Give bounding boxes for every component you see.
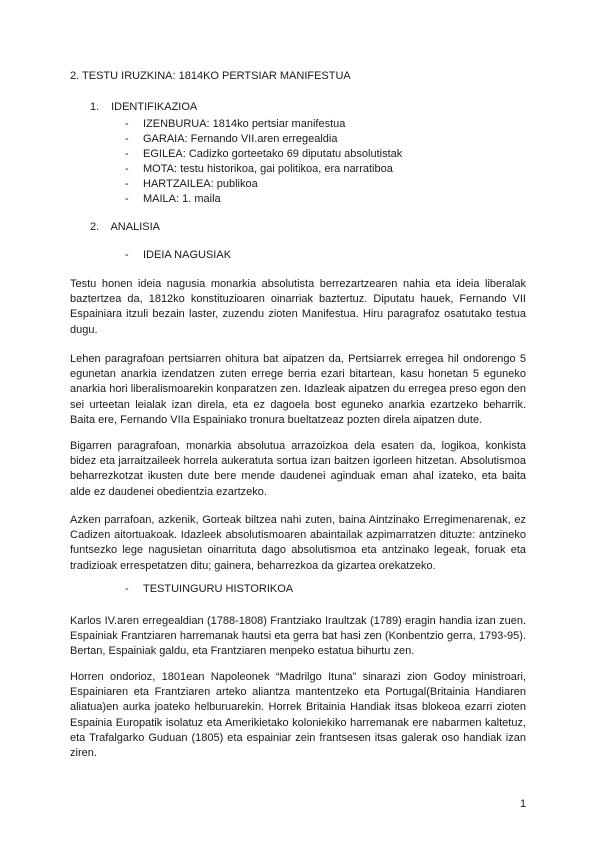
list-item: - IZENBURUA: 1814ko pertsiar manifestua — [125, 118, 346, 130]
list-item: - EGILEA: Cadizko gorteetako 69 diputatu absolutistak — [125, 148, 403, 160]
paragraph-main-idea: Testu honen ideia nagusia monarkia absolutista berrezartzearen nahia eta ideia liberalak baztertzea da, 1812ko konstituzioaren oinarriak baztertuz. Diputatu hauek, Fernando VII Espainiara itzuli bezain laster, zuzendu zioten Manifestua. Hiru paragrafoz osatutako testua dugu. — [70, 278, 526, 336]
paragraph-first: Lehen paragrafoan pertsiarren ohitura bat aipatzen da, Pertsiarrek erregea hil ondorengo 5 egunetan anarkia izendatzen zuten errege berria ezari bitartean, kasu honetan 5 eguneko anarkia hori liberalismoarekin konparatzen zen. Idazleak aipatzen du erregea preso egon den sei urteetan leialak izan direla, eta ez dagoela bost eguneko anarkia ezartzeko beharrik. Baita ere, Fernando VIIa Espainiako tronura bueltatzeaz pozten direla aipatzen dute. — [70, 353, 526, 426]
list-item: - MOTA: testu historikoa, gai politikoa, era narratiboa — [125, 163, 393, 175]
section-number: 1. — [90, 101, 100, 113]
identification-list — [125, 117, 402, 207]
paragraph-third: Azken parrafoan, azkenik, Gorteak biltzea nahi zuten, baina Aintzinako Erregimenarenak, ez Cadizen aitortuakoak. Idazleek absolutismoaren abaintailak azpimarratzen dituzte: antzineko funtsezko lege nagusietan oinarrituta dago absolutismoa eta antzinako legeak, foruak eta tradizioak errespetatzen ditu; gainera, beharrezkoa da gizartea orekatzeko. — [70, 514, 526, 572]
section-number: 2. — [90, 221, 100, 233]
paragraph-second: Bigarren paragrafoan, monarkia absolutua arrazoizkoa dela esaten da, logikoa, konkista bidez eta jarraitzaileek horrela aukeratuta sortua izan baitzen igorleen hitzetan. Absolutismoa beharrezkotzat ikusten dute bere mende daudenei aginduak eman ahal izateko, eta baita alde ez daudenei obedientzia ezartzeko. — [70, 440, 526, 498]
section-heading-identifikazioa — [90, 101, 197, 113]
subsection-heading-testuinguru: - TESTUINGURU HISTORIKOA — [125, 583, 294, 595]
paragraph-context-1: Karlos IV.aren erregealdian (1788-1808) Frantziako Iraultzak (1789) eragin handia izan zuen. Espainiak Frantziaren harremanak hautsi eta gerra bat hasi zen (Konbentzio gerra, 1793-95). Bertan, Espainiak galdu, eta Frantziaren menpeko estatua bihurtu zen. — [70, 615, 526, 658]
section-heading-analisia — [90, 221, 160, 233]
page-number: 1 — [520, 798, 527, 810]
list-item: - GARAIA: Fernando VII.aren erregealdia — [125, 133, 338, 145]
section-label: ANALISIA — [110, 221, 160, 233]
list-item: - HARTZAILEA: publikoa — [125, 178, 258, 190]
paragraph-context-2: Horren ondorioz, 1801ean Napoleonek “Madrilgo Ituna” sinarazi zion Godoy ministroari, Espainiaren eta Frantziaren arteko aliantza mantentzeko eta Portugal(Britainia Handiaren aliatua)en aurka joateko helburuarekin. Horrek Britainia Handiak itsas blokeoa ezarri zioten Espainia Europatik isolatuz eta Amerikietako koloniekiko harremanak ere nabarmen kaltetuz, eta Trafalgarko Guduan (1805) eta espainiar zein frantsesen itsas galerak oso handiak izan ziren. — [70, 671, 526, 760]
section-label: IDENTIFIKAZIOA — [111, 101, 198, 113]
list-item: - MAILA: 1. maila — [125, 193, 221, 205]
document-title: 2. TESTU IRUZKINA: 1814KO PERTSIAR MANIFESTUA — [70, 70, 351, 82]
subsection-heading-ideia: - IDEIA NAGUSIAK — [125, 249, 232, 261]
